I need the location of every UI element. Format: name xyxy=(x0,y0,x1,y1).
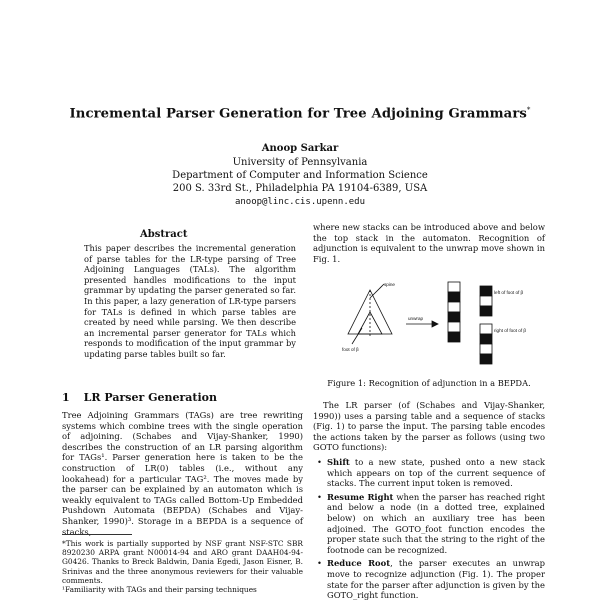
list-item xyxy=(327,492,545,556)
stack-cell xyxy=(480,344,492,354)
section-body: Tree Adjoining Grammars (TAGs) are tree rewriting systems which combine trees with the single operation of adjoining. (Schabes and Vijay-Shanker, 1990) describes the construction of an LR parsing algorithm for TAGs¹. Parser generation here is taken to be the construction of LR(0) tables (i.e., without any lookahead) for a particular TAG². The moves made by the parser can be explained by an automaton which is weakly equivalent to TAGs called Bottom-Up Embedded Pushdown Automata (BEPDA) (Schabes and Vijay-Shanker, 1990)³. Storage in a BEPDA is a sequence of stacks, xyxy=(62,410,303,537)
stack-cell xyxy=(480,296,492,306)
bullet-term: Resume Right xyxy=(327,491,394,502)
affiliation-line-3: 200 S. 33rd St., Philadelphia PA 19104-6389, USA xyxy=(172,183,428,194)
abstract-text: This paper describes the incremental generation of parse tables for the LR-type parsing of Tree Adjoining Languages (TALs). The algorithm presented handles modifications to the input grammar by updating the parser generated so far. In this paper, a lazy generation of LR-type parsers for TALs is defined in which parse tables are created by need while parsing. We then describe an incremental parser generator for TALs which responds to modification of the input grammar by updating parse tables built so far. xyxy=(84,243,296,359)
label-unwrap: unwrap xyxy=(408,316,424,321)
author-name: Anoop Sarkar xyxy=(261,143,339,154)
stack-cell xyxy=(448,292,460,302)
section-title: LR Parser Generation xyxy=(83,391,217,404)
stack-cell xyxy=(480,334,492,344)
stack-cell xyxy=(448,332,460,342)
label-spine: spine xyxy=(384,282,395,287)
list-item xyxy=(327,457,545,489)
affiliation-line-1: University of Pennsylvania xyxy=(232,157,368,168)
label-left-of-foot: left of foot of β xyxy=(494,290,524,295)
figure-unwrap-diagram xyxy=(340,280,527,368)
affiliation-line-2: Department of Computer and Information Science xyxy=(172,170,428,181)
author-email: anoop@linc.cis.upenn.edu xyxy=(234,197,366,207)
bullet-text: , the parser executes an unwrap move to recognize adjunction (Fig. 1). The proper state for the parser after adjunction is given by the GOTO_right function. xyxy=(327,558,545,601)
stack-cell xyxy=(480,354,492,364)
stack-cell xyxy=(480,286,492,296)
section-number: 1 xyxy=(62,391,70,404)
figure-caption: Figure 1: Recognition of adjunction in a BEPDA. xyxy=(327,378,531,388)
right-column-intro: where new stacks can be introduced above and below the top stack in the automaton. Recognition of adjunction is equivalent to the unwrap move shown in Fig. 1. xyxy=(313,222,545,264)
abstract-heading: Abstract xyxy=(140,229,188,240)
right-column-body xyxy=(313,400,545,604)
bullet-text: to a new state, pushed onto a new stack which appears on top of the current sequence of stacks. The current input token is removed. xyxy=(327,456,545,489)
stack-cell xyxy=(448,302,460,312)
stack-cell xyxy=(448,312,460,322)
foot-pointer xyxy=(352,328,362,344)
spine-pointer xyxy=(370,284,384,298)
label-foot: foot of β xyxy=(342,347,359,352)
unwrap-arrowhead xyxy=(432,321,438,327)
parser-description: The LR parser (of (Schabes and Vijay-Shanker, 1990)) uses a parsing table and a sequence of stacks (Fig. 1) to parse the input. The parsing table encodes the actions taken by the parser as follows (using two GOTO functions): xyxy=(313,400,545,453)
title-footnote-mark: * xyxy=(526,106,531,114)
title-text: Incremental Parser Generation for Tree Adjoining Grammars xyxy=(69,106,527,122)
stack-cell xyxy=(480,306,492,316)
section-heading xyxy=(62,391,217,404)
footnote-1: *This work is partially supported by NSF grant NSF-STC SBR 8920230 ARPA grant N00014-94 and ARO grant DAAH04-94-G0426. Thanks to Breck Baldwin, Dania Egedi, Jason Eisner, B. Srinivas and the three anonymous reviewers for their valuable comments. xyxy=(62,539,303,585)
footnote-divider xyxy=(62,534,132,535)
paper-title xyxy=(0,106,600,121)
bullet-term: Reduce Root xyxy=(327,558,391,569)
bullet-text: when the parser has reached right and below a node (in a dotted tree, explained below) on which an auxiliary tree has been adjoined. The GOTO_foot function encodes the proper state such that the string to the right of the footnode can be recognized. xyxy=(327,491,546,555)
footnotes xyxy=(62,539,303,594)
bullet-term: Shift xyxy=(327,456,350,467)
list-item xyxy=(327,558,545,600)
label-right-of-foot: right of foot of β xyxy=(494,328,527,333)
footnote-2: ¹Familiarity with TAGs and their parsing techniques xyxy=(62,585,257,595)
action-list xyxy=(313,457,545,601)
stack-cell xyxy=(480,324,492,334)
stack-cell xyxy=(448,282,460,292)
stack-cell xyxy=(448,322,460,332)
